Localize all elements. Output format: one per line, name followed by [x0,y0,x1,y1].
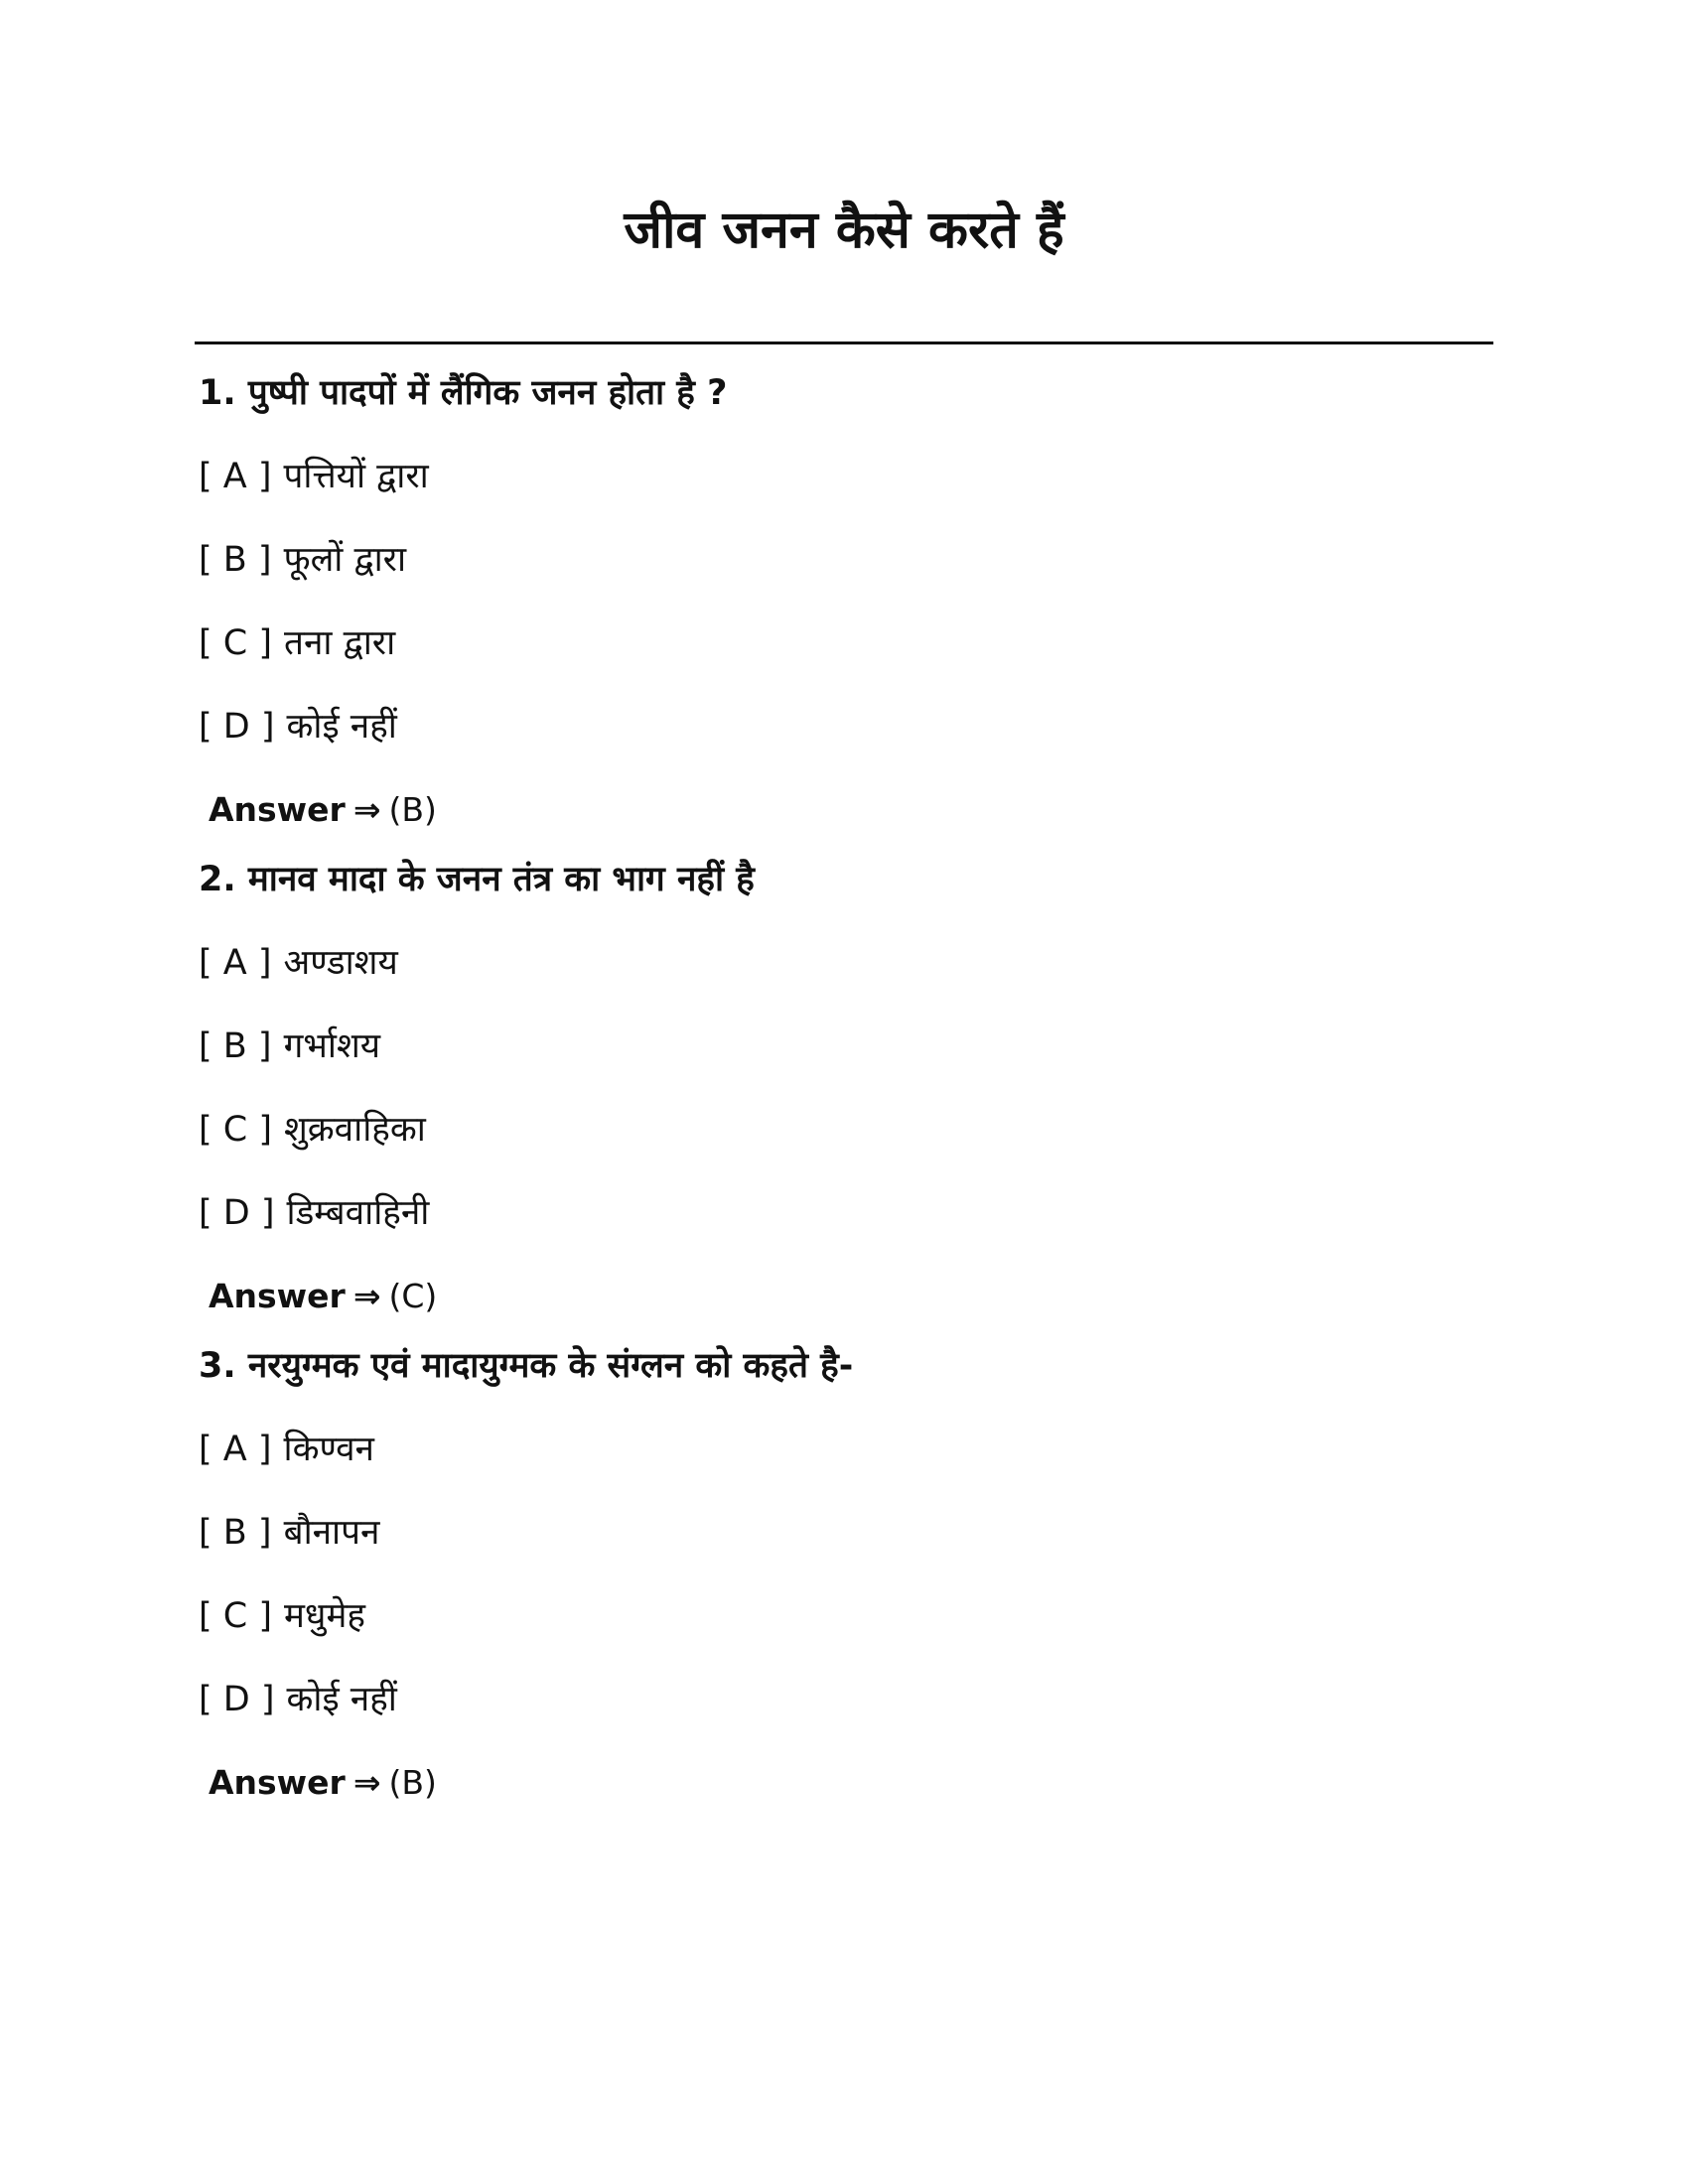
option-d [199,699,1489,754]
option-d [199,1672,1489,1727]
option-letter: [ B ] [199,540,272,580]
answer-value: (B) [388,790,437,829]
option-text: किण्वन [283,1430,374,1469]
option-c [199,1588,1489,1644]
option-b [199,1019,1489,1074]
option-letter: [ C ] [199,1596,272,1636]
option-letter: [ B ] [199,1026,272,1066]
option-text: तना द्वारा [284,623,396,663]
option-b [199,532,1489,588]
option-c [199,615,1489,671]
option-text: कोई नहीं [286,1680,397,1719]
option-letter: [ A ] [199,1430,272,1469]
option-d [199,1185,1489,1241]
answer-arrow-icon: ⇒ [352,1763,381,1802]
answer-label: Answer [209,790,346,829]
option-text: कोई नहीं [286,707,397,747]
option-text: मधुमेह [284,1596,365,1636]
page-title: जीव जनन कैसे करते हैं [624,201,1064,260]
answer-value: (C) [388,1277,438,1315]
question-block-3 [199,1338,1489,1811]
option-letter: [ A ] [199,943,272,983]
question-block-2 [199,852,1489,1324]
title-divider [195,341,1493,344]
option-letter: [ A ] [199,457,272,496]
quiz-list [199,365,1489,1825]
question-text: 3. नरयुग्मक एवं मादायुग्मक के संग्लन को कहते है- [199,1346,854,1386]
option-a [199,449,1489,504]
option-letter: [ B ] [199,1513,272,1553]
answer-value: (B) [388,1763,437,1802]
answer-line [209,1269,1489,1324]
option-letter: [ D ] [199,1193,275,1233]
answer-line [209,1755,1489,1811]
option-a [199,935,1489,991]
option-text: पत्तियों द्वारा [283,457,429,496]
option-b [199,1505,1489,1561]
question-text: 2. मानव मादा के जनन तंत्र का भाग नहीं है [199,860,755,899]
question-block-1 [199,365,1489,838]
option-c [199,1102,1489,1158]
option-text: बौनापन [283,1513,380,1553]
option-letter: [ D ] [199,707,275,747]
option-text: अण्डाशय [283,943,398,983]
option-text: शुक्रवाहिका [284,1110,426,1150]
question-text: 1. पुष्पी पादपों में लैंगिक जनन होता है ? [199,373,728,413]
answer-label: Answer [209,1763,346,1802]
option-text: फूलों द्वारा [283,540,407,580]
option-a [199,1422,1489,1477]
answer-label: Answer [209,1277,346,1315]
answer-line [209,782,1489,838]
option-letter: [ D ] [199,1680,275,1719]
option-text: डिम्बवाहिनी [286,1193,430,1233]
option-letter: [ C ] [199,623,272,663]
option-letter: [ C ] [199,1110,272,1150]
option-text: गर्भाशय [283,1026,381,1066]
answer-arrow-icon: ⇒ [352,790,381,829]
answer-arrow-icon: ⇒ [352,1277,381,1315]
